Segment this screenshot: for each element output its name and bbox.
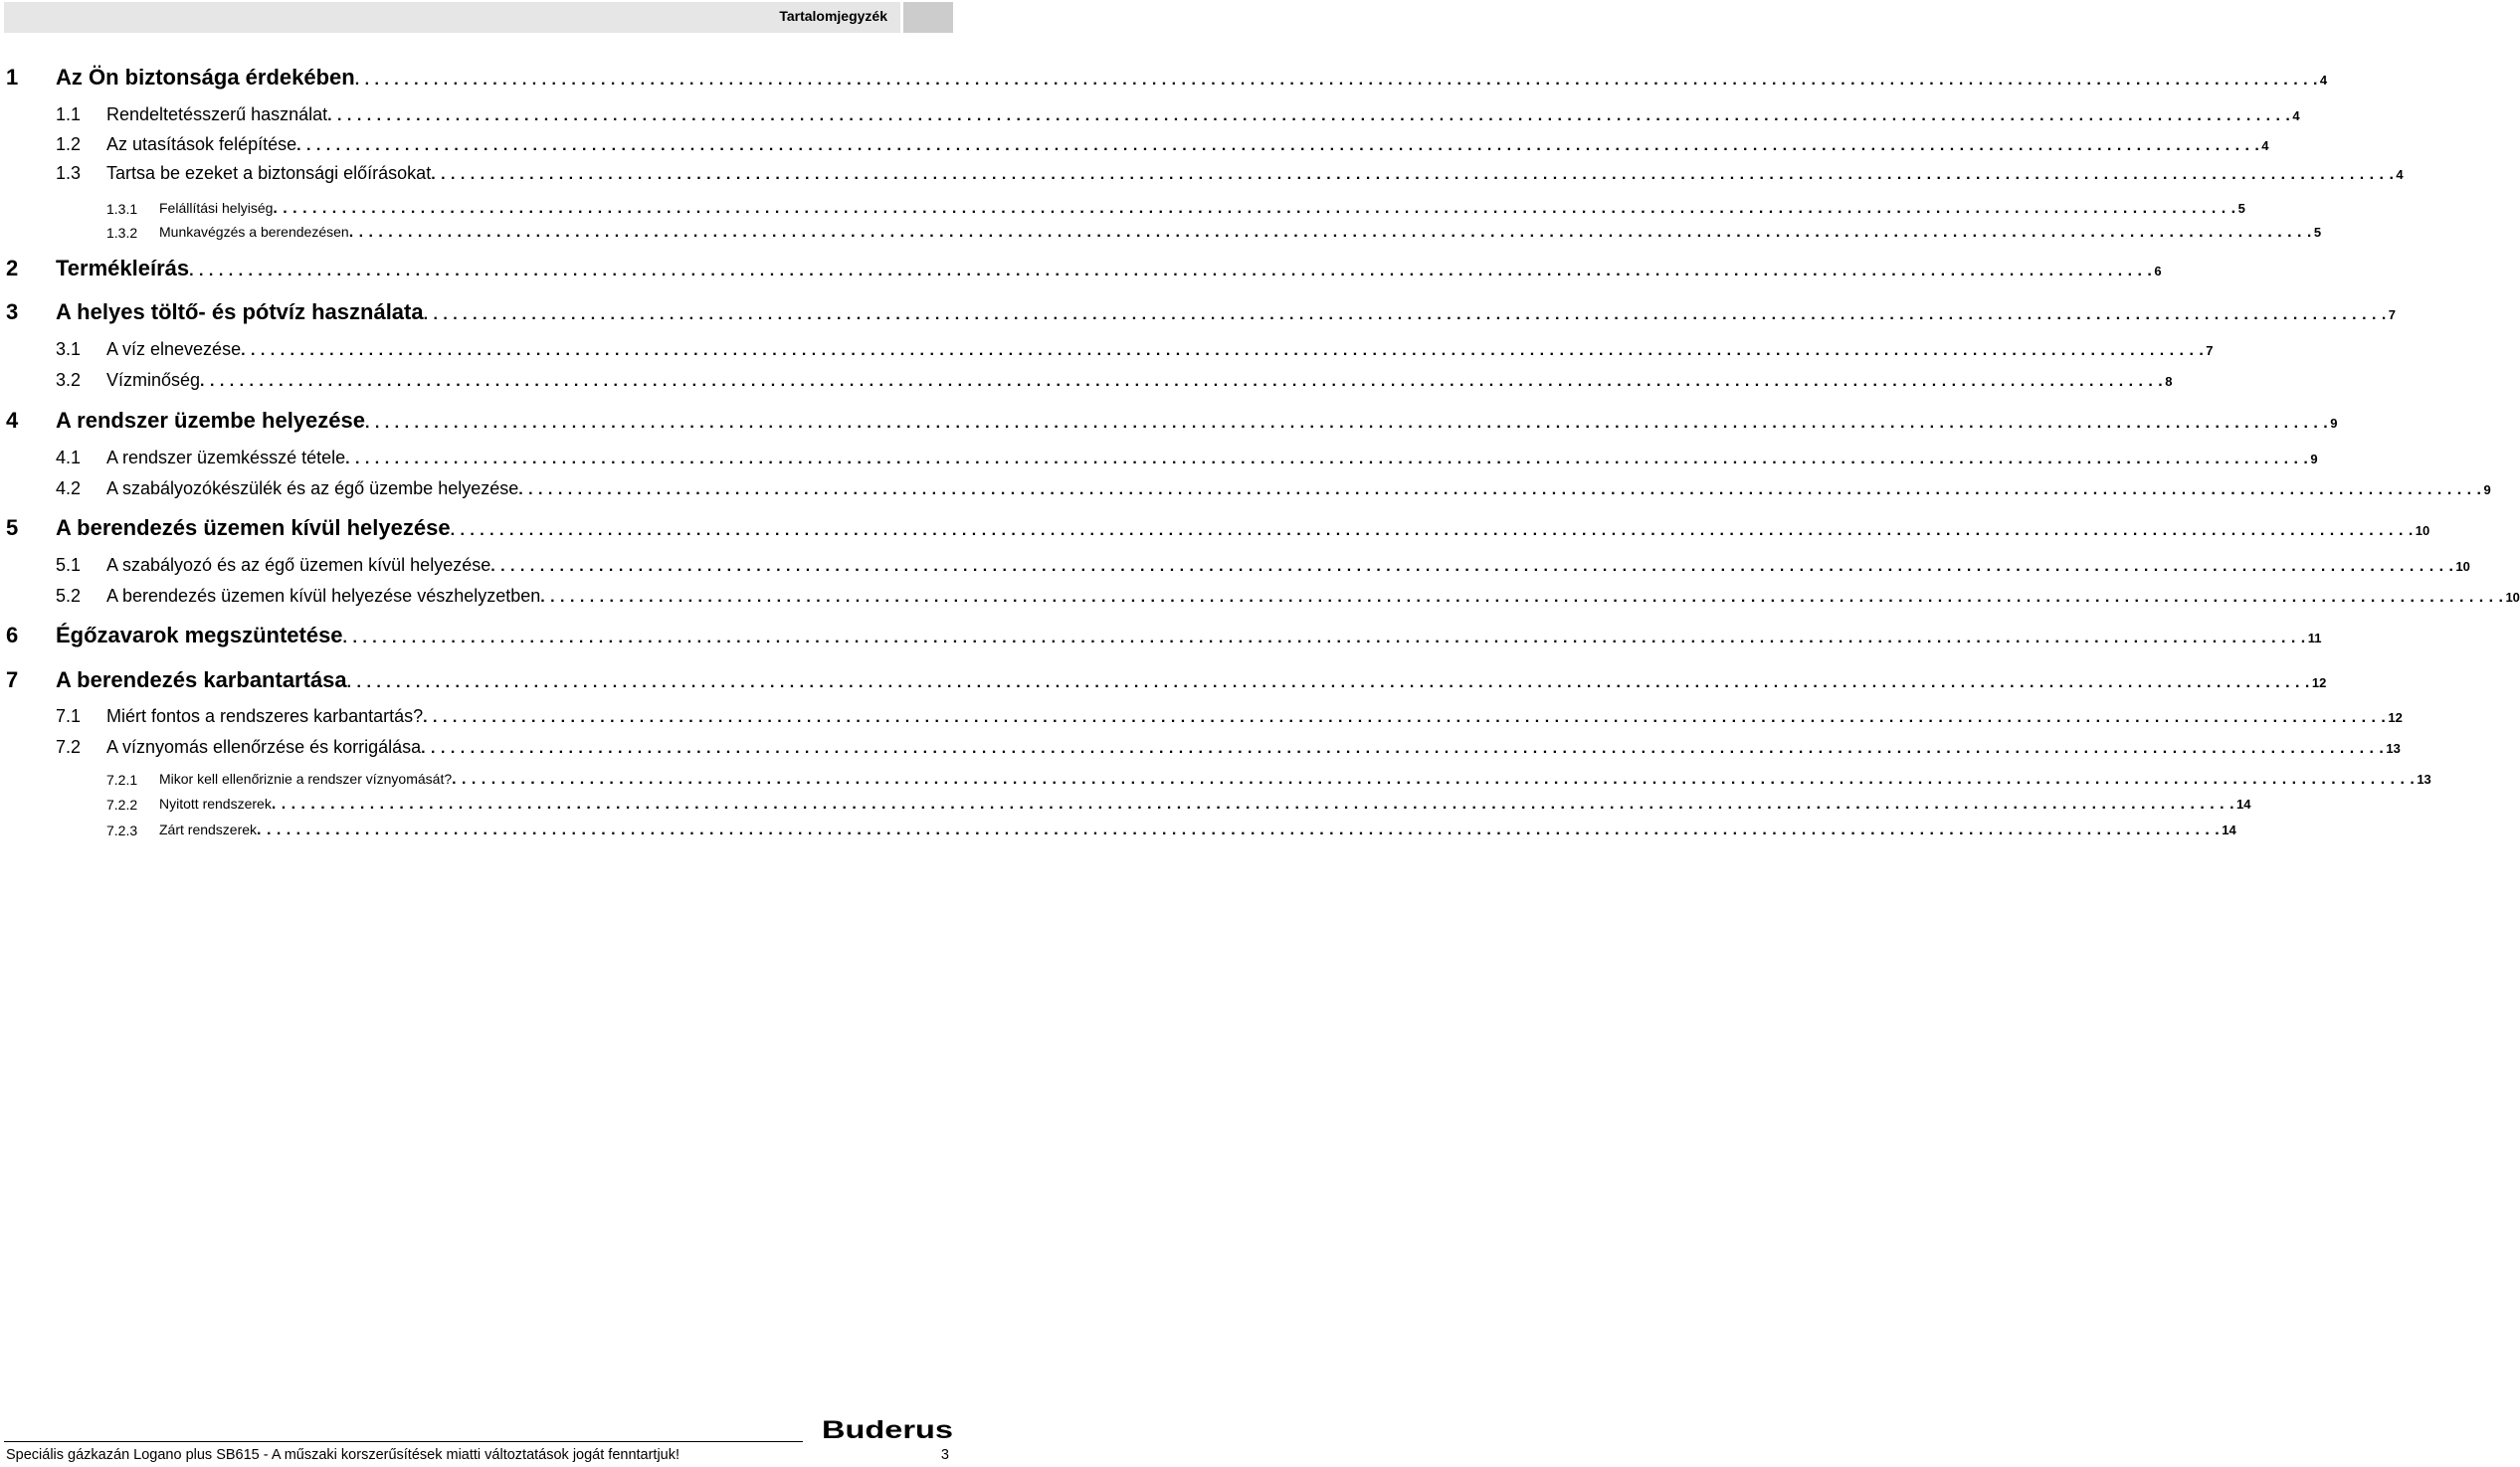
toc-entry-number: 1.3.1	[106, 201, 138, 217]
toc-entry-number: 7.2	[56, 736, 82, 757]
toc-entry-page: 4	[2396, 166, 2404, 182]
toc-entry-line	[159, 771, 2431, 789]
toc-entry-page: 5	[2237, 201, 2245, 216]
toc-entry-title: Mikor kell ellenőriznie a rendszer víznyomását?	[159, 771, 453, 787]
toc-entry-title: A víz elnevezése	[106, 338, 242, 359]
toc-entry-title: A szabályozó és az égő üzemen kívül helyezése	[106, 554, 491, 575]
toc-entry-page: 6	[2154, 264, 2162, 278]
toc-entry-page: 12	[2311, 675, 2327, 690]
toc-entry-number: 3	[6, 299, 19, 324]
header-bar	[4, 2, 900, 33]
toc-entry-number: 7.2.1	[106, 772, 138, 788]
toc-entry-page: 13	[2417, 772, 2431, 787]
toc-entry-page: 10	[2415, 523, 2430, 538]
toc-entry-title: A berendezés karbantartása	[56, 667, 347, 692]
toc-entry-number: 1	[6, 65, 19, 90]
toc-entry-page: 4	[2319, 73, 2328, 88]
toc-entry-title: A szabályozókészülék és az égő üzembe helyezése	[106, 477, 519, 498]
buderus-logo-text: Buderus	[822, 1416, 953, 1444]
toc-entry-number: 5.1	[56, 554, 82, 575]
toc-entry[interactable]	[0, 129, 2269, 159]
toc-entry[interactable]	[0, 406, 2338, 436]
toc-dot-leader: . . . . . . . . . . . . . . . . . . . . . . . . . . . . . . . . . . . . . . . . . . . . . . . . . . . . . . . . . . . . . . . . . . . . . . . . . . . . . . . . . . . . . . . . . . . . . . . . . . . . . . . . . . . . . . . . . . . . . . . . . . . . . . . . . . . . . . . . . . . . . . . . . . . . . . . . . . . . . . . . . . . . . . . . . . . . . . . . . . . . . . . . . . . . . . . . . . . . . . . .	[450, 522, 2414, 539]
toc-dot-leader: . . . . . . . . . . . . . . . . . . . . . . . . . . . . . . . . . . . . . . . . . . . . . . . . . . . . . . . . . . . . . . . . . . . . . . . . . . . . . . . . . . . . . . . . . . . . . . . . . . . . . . . . . . . . . . . . . . . . . . . . . . . . . . . . . . . . . . . . . . . . . . . . . . . . . . . . . . . . . . . . . . . . . . . . . . . . . . . . . . . . . . . . . . . . . . . . . . . . . . . .	[271, 796, 2235, 813]
toc-entry-number: 5	[6, 515, 19, 540]
toc-entry[interactable]	[0, 334, 2214, 364]
toc-dot-leader: . . . . . . . . . . . . . . . . . . . . . . . . . . . . . . . . . . . . . . . . . . . . . . . . . . . . . . . . . . . . . . . . . . . . . . . . . . . . . . . . . . . . . . . . . . . . . . . . . . . . . . . . . . . . . . . . . . . . . . . . . . . . . . . . . . . . . . . . . . . . . . . . . . . . . . . . . . . . . . . . . . . . . . . . . . . . . . . . . . . . . . . . . . . . . . . . . . . . . . . .	[200, 372, 2164, 390]
toc-entry-title: Az utasítások felépítése	[106, 133, 297, 154]
footer-page-number: 3	[940, 1447, 949, 1463]
toc-entry-number: 1.1	[56, 103, 82, 124]
toc-entry-number: 4.2	[56, 477, 82, 498]
toc-entry[interactable]	[0, 665, 2327, 695]
toc-entry-title: A helyes töltő- és pótvíz használata	[56, 299, 424, 324]
toc-entry-number: 7.2.2	[106, 797, 138, 813]
toc-entry-page: 4	[2292, 107, 2300, 123]
toc-dot-leader: . . . . . . . . . . . . . . . . . . . . . . . . . . . . . . . . . . . . . . . . . . . . . . . . . . . . . . . . . . . . . . . . . . . . . . . . . . . . . . . . . . . . . . . . . . . . . . . . . . . . . . . . . . . . . . . . . . . . . . . . . . . . . . . . . . . . . . . . . . . . . . . . . . . . . . . . . . . . . . . . . . . . . . . . . . . . . . . . . . . . . . . . . . . . . . . . . . . . . . . .	[518, 480, 2482, 498]
toc-entry-page: 10	[2505, 589, 2520, 605]
toc-entry-number: 7.2.3	[106, 823, 138, 838]
toc-entry-title: Vízminőség	[106, 369, 201, 390]
toc-entry-line	[106, 338, 2214, 360]
toc-entry-title: A berendezés üzemen kívül helyezése	[56, 515, 451, 540]
toc-entry-line	[159, 200, 2245, 218]
toc-entry-line	[159, 796, 2251, 814]
toc-dot-leader: . . . . . . . . . . . . . . . . . . . . . . . . . . . . . . . . . . . . . . . . . . . . . . . . . . . . . . . . . . . . . . . . . . . . . . . . . . . . . . . . . . . . . . . . . . . . . . . . . . . . . . . . . . . . . . . . . . . . . . . . . . . . . . . . . . . . . . . . . . . . . . . . . . . . . . . . . . . . . . . . . . . . . . . . . . . . . . . . . . . . . . . . . . . . . . . . . . . . . . . .	[189, 263, 2153, 279]
toc-entry-line	[56, 667, 2327, 693]
toc-entry[interactable]	[0, 550, 2470, 580]
toc-dot-leader: . . . . . . . . . . . . . . . . . . . . . . . . . . . . . . . . . . . . . . . . . . . . . . . . . . . . . . . . . . . . . . . . . . . . . . . . . . . . . . . . . . . . . . . . . . . . . . . . . . . . . . . . . . . . . . . . . . . . . . . . . . . . . . . . . . . . . . . . . . . . . . . . . . . . . . . . . . . . . . . . . . . . . . . . . . . . . . . . . . . . . . . . . . . . . . . . . . . . . . . .	[273, 200, 2236, 217]
toc-entry-page: 9	[2483, 481, 2491, 497]
toc-entry-title: Munkavégzés a berendezésen	[159, 224, 349, 240]
header-corner-block	[903, 2, 953, 33]
toc-entry[interactable]	[0, 621, 2322, 650]
toc-dot-leader: . . . . . . . . . . . . . . . . . . . . . . . . . . . . . . . . . . . . . . . . . . . . . . . . . . . . . . . . . . . . . . . . . . . . . . . . . . . . . . . . . . . . . . . . . . . . . . . . . . . . . . . . . . . . . . . . . . . . . . . . . . . . . . . . . . . . . . . . . . . . . . . . . . . . . . . . . . . . . . . . . . . . . . . . . . . . . . . . . . . . . . . . . . . . . . . . . . . . . . . .	[354, 72, 2318, 89]
footer-rule	[4, 1441, 803, 1442]
toc-entry-page: 4	[2261, 137, 2269, 153]
toc-entry[interactable]	[0, 365, 2173, 395]
toc-entry-number: 7.1	[56, 705, 82, 726]
toc-entry[interactable]	[0, 443, 2318, 472]
toc-entry-line	[56, 65, 2328, 91]
toc-entry-title: Az Ön biztonsága érdekében	[56, 65, 355, 90]
toc-entry-page: 13	[2386, 740, 2401, 756]
toc-entry-title: A rendszer üzemkésszé tétele	[106, 447, 346, 467]
toc-entry-line	[159, 822, 2236, 839]
toc-dot-leader: . . . . . . . . . . . . . . . . . . . . . . . . . . . . . . . . . . . . . . . . . . . . . . . . . . . . . . . . . . . . . . . . . . . . . . . . . . . . . . . . . . . . . . . . . . . . . . . . . . . . . . . . . . . . . . . . . . . . . . . . . . . . . . . . . . . . . . . . . . . . . . . . . . . . . . . . . . . . . . . . . . . . . . . . . . . . . . . . . . . . . . . . . . . . . . . . . . . . . . . .	[345, 450, 2309, 467]
toc-dot-leader: . . . . . . . . . . . . . . . . . . . . . . . . . . . . . . . . . . . . . . . . . . . . . . . . . . . . . . . . . . . . . . . . . . . . . . . . . . . . . . . . . . . . . . . . . . . . . . . . . . . . . . . . . . . . . . . . . . . . . . . . . . . . . . . . . . . . . . . . . . . . . . . . . . . . . . . . . . . . . . . . . . . . . . . . . . . . . . . . . . . . . . . . . . . . . . . . . . . . . . . .	[296, 136, 2260, 154]
toc-entry-line	[106, 477, 2491, 499]
toc-entry-title: Felállítási helyiség	[159, 200, 274, 216]
toc-entry-number: 3.1	[56, 338, 82, 359]
toc-entry-line	[106, 162, 2404, 184]
toc-entry-title: A víznyomás ellenőrzése és korrigálása	[106, 736, 422, 757]
toc-entry-line	[106, 133, 2269, 155]
toc-entry-number: 1.3.2	[106, 225, 138, 241]
header-title: Tartalomjegyzék	[779, 8, 887, 24]
toc-entry[interactable]	[0, 63, 2328, 92]
toc-dot-leader: . . . . . . . . . . . . . . . . . . . . . . . . . . . . . . . . . . . . . . . . . . . . . . . . . . . . . . . . . . . . . . . . . . . . . . . . . . . . . . . . . . . . . . . . . . . . . . . . . . . . . . . . . . . . . . . . . . . . . . . . . . . . . . . . . . . . . . . . . . . . . . . . . . . . . . . . . . . . . . . . . . . . . . . . . . . . . . . . . . . . . . . . . . . . . . . . . . . . . . . .	[452, 771, 2416, 788]
buderus-logo	[822, 1416, 953, 1442]
toc-entry-title: Tartsa be ezeket a biztonsági előírásokat	[106, 162, 432, 183]
toc-dot-leader: . . . . . . . . . . . . . . . . . . . . . . . . . . . . . . . . . . . . . . . . . . . . . . . . . . . . . . . . . . . . . . . . . . . . . . . . . . . . . . . . . . . . . . . . . . . . . . . . . . . . . . . . . . . . . . . . . . . . . . . . . . . . . . . . . . . . . . . . . . . . . . . . . . . . . . . . . . . . . . . . . . . . . . . . . . . . . . . . . . . . . . . . . . . . . . . . . . . . . . . .	[540, 588, 2504, 606]
toc-entry[interactable]	[0, 816, 2236, 845]
toc-entry-page: 7	[2388, 307, 2397, 322]
toc-dot-leader: . . . . . . . . . . . . . . . . . . . . . . . . . . . . . . . . . . . . . . . . . . . . . . . . . . . . . . . . . . . . . . . . . . . . . . . . . . . . . . . . . . . . . . . . . . . . . . . . . . . . . . . . . . . . . . . . . . . . . . . . . . . . . . . . . . . . . . . . . . . . . . . . . . . . . . . . . . . . . . . . . . . . . . . . . . . . . . . . . . . . . . . . . . . . . . . . . . . . . . . .	[257, 822, 2221, 838]
toc-entry-page: 14	[2236, 797, 2251, 812]
toc-entry-page: 14	[2222, 823, 2236, 837]
toc-entry-number: 4	[6, 408, 19, 433]
toc-dot-leader: . . . . . . . . . . . . . . . . . . . . . . . . . . . . . . . . . . . . . . . . . . . . . . . . . . . . . . . . . . . . . . . . . . . . . . . . . . . . . . . . . . . . . . . . . . . . . . . . . . . . . . . . . . . . . . . . . . . . . . . . . . . . . . . . . . . . . . . . . . . . . . . . . . . . . . . . . . . . . . . . . . . . . . . . . . . . . . . . . . . . . . . . . . . . . . . . . . . . . . . .	[423, 708, 2387, 726]
toc-entry-page: 10	[2455, 558, 2470, 574]
toc-entry-line	[56, 299, 2397, 325]
toc-entry-page: 11	[2307, 631, 2322, 645]
toc-entry-line	[56, 256, 2162, 281]
toc-entry-line	[56, 515, 2430, 541]
toc-entry-line	[159, 224, 2322, 242]
toc-entry-title: Termékleírás	[56, 256, 190, 280]
toc-entry[interactable]	[0, 297, 2397, 327]
toc-dot-leader: . . . . . . . . . . . . . . . . . . . . . . . . . . . . . . . . . . . . . . . . . . . . . . . . . . . . . . . . . . . . . . . . . . . . . . . . . . . . . . . . . . . . . . . . . . . . . . . . . . . . . . . . . . . . . . . . . . . . . . . . . . . . . . . . . . . . . . . . . . . . . . . . . . . . . . . . . . . . . . . . . . . . . . . . . . . . . . . . . . . . . . . . . . . . . . . . . . . . . . . .	[421, 739, 2385, 757]
toc-entry-number: 6	[6, 623, 19, 647]
toc-entry[interactable]	[0, 99, 2300, 129]
toc-entry-line	[56, 623, 2322, 648]
footer-text: Speciális gázkazán Logano plus SB615 - A műszaki korszerűsítések miatti változtatások jogát fenntartjuk!	[6, 1447, 680, 1463]
toc-entry-title: Rendeltetésszerű használat	[106, 103, 328, 124]
toc-entry-page: 9	[2310, 451, 2318, 466]
toc-entry[interactable]	[0, 581, 2520, 611]
toc-entry-title: Miért fontos a rendszeres karbantartás?	[106, 705, 424, 726]
toc-entry-title: Nyitott rendszerek	[159, 796, 272, 812]
toc-entry-title: A berendezés üzemen kívül helyezése vészhelyzetben	[106, 585, 541, 606]
toc-dot-leader: . . . . . . . . . . . . . . . . . . . . . . . . . . . . . . . . . . . . . . . . . . . . . . . . . . . . . . . . . . . . . . . . . . . . . . . . . . . . . . . . . . . . . . . . . . . . . . . . . . . . . . . . . . . . . . . . . . . . . . . . . . . . . . . . . . . . . . . . . . . . . . . . . . . . . . . . . . . . . . . . . . . . . . . . . . . . . . . . . . . . . . . . . . . . . . . . . . . . . . . .	[423, 306, 2387, 323]
toc-entry-page: 8	[2165, 373, 2173, 389]
toc-dot-leader: . . . . . . . . . . . . . . . . . . . . . . . . . . . . . . . . . . . . . . . . . . . . . . . . . . . . . . . . . . . . . . . . . . . . . . . . . . . . . . . . . . . . . . . . . . . . . . . . . . . . . . . . . . . . . . . . . . . . . . . . . . . . . . . . . . . . . . . . . . . . . . . . . . . . . . . . . . . . . . . . . . . . . . . . . . . . . . . . . . . . . . . . . . . . . . . . . . . . . . . .	[327, 106, 2291, 124]
toc-dot-leader: . . . . . . . . . . . . . . . . . . . . . . . . . . . . . . . . . . . . . . . . . . . . . . . . . . . . . . . . . . . . . . . . . . . . . . . . . . . . . . . . . . . . . . . . . . . . . . . . . . . . . . . . . . . . . . . . . . . . . . . . . . . . . . . . . . . . . . . . . . . . . . . . . . . . . . . . . . . . . . . . . . . . . . . . . . . . . . . . . . . . . . . . . . . . . . . . . . . . . . . .	[348, 224, 2312, 241]
toc-entry[interactable]	[0, 513, 2430, 543]
toc-entry-page: 12	[2388, 709, 2403, 725]
toc-dot-leader: . . . . . . . . . . . . . . . . . . . . . . . . . . . . . . . . . . . . . . . . . . . . . . . . . . . . . . . . . . . . . . . . . . . . . . . . . . . . . . . . . . . . . . . . . . . . . . . . . . . . . . . . . . . . . . . . . . . . . . . . . . . . . . . . . . . . . . . . . . . . . . . . . . . . . . . . . . . . . . . . . . . . . . . . . . . . . . . . . . . . . . . . . . . . . . . . . . . . . . . .	[346, 674, 2310, 691]
toc-entry-number: 7	[6, 667, 19, 692]
toc-entry-page: 7	[2206, 342, 2214, 358]
toc-entry[interactable]	[0, 473, 2491, 503]
toc-entry-line	[106, 736, 2401, 758]
toc-entry-line	[106, 447, 2318, 468]
toc-entry-number: 5.2	[56, 585, 82, 606]
toc-entry[interactable]	[0, 732, 2401, 762]
toc-dot-leader: . . . . . . . . . . . . . . . . . . . . . . . . . . . . . . . . . . . . . . . . . . . . . . . . . . . . . . . . . . . . . . . . . . . . . . . . . . . . . . . . . . . . . . . . . . . . . . . . . . . . . . . . . . . . . . . . . . . . . . . . . . . . . . . . . . . . . . . . . . . . . . . . . . . . . . . . . . . . . . . . . . . . . . . . . . . . . . . . . . . . . . . . . . . . . . . . . . . . . . . .	[342, 630, 2306, 646]
toc-entry[interactable]	[0, 701, 2403, 731]
toc-entry-page: 9	[2330, 416, 2338, 431]
toc-dot-leader: . . . . . . . . . . . . . . . . . . . . . . . . . . . . . . . . . . . . . . . . . . . . . . . . . . . . . . . . . . . . . . . . . . . . . . . . . . . . . . . . . . . . . . . . . . . . . . . . . . . . . . . . . . . . . . . . . . . . . . . . . . . . . . . . . . . . . . . . . . . . . . . . . . . . . . . . . . . . . . . . . . . . . . . . . . . . . . . . . . . . . . . . . . . . . . . . . . . . . . . .	[431, 165, 2395, 183]
toc-entry[interactable]	[0, 158, 2404, 188]
toc-entry-number: 4.1	[56, 447, 82, 467]
toc-entry-number: 1.2	[56, 133, 82, 154]
toc-dot-leader: . . . . . . . . . . . . . . . . . . . . . . . . . . . . . . . . . . . . . . . . . . . . . . . . . . . . . . . . . . . . . . . . . . . . . . . . . . . . . . . . . . . . . . . . . . . . . . . . . . . . . . . . . . . . . . . . . . . . . . . . . . . . . . . . . . . . . . . . . . . . . . . . . . . . . . . . . . . . . . . . . . . . . . . . . . . . . . . . . . . . . . . . . . . . . . . . . . . . . . . .	[365, 415, 2329, 432]
toc-dot-leader: . . . . . . . . . . . . . . . . . . . . . . . . . . . . . . . . . . . . . . . . . . . . . . . . . . . . . . . . . . . . . . . . . . . . . . . . . . . . . . . . . . . . . . . . . . . . . . . . . . . . . . . . . . . . . . . . . . . . . . . . . . . . . . . . . . . . . . . . . . . . . . . . . . . . . . . . . . . . . . . . . . . . . . . . . . . . . . . . . . . . . . . . . . . . . . . . . . . . . . . .	[490, 557, 2454, 575]
toc-dot-leader: . . . . . . . . . . . . . . . . . . . . . . . . . . . . . . . . . . . . . . . . . . . . . . . . . . . . . . . . . . . . . . . . . . . . . . . . . . . . . . . . . . . . . . . . . . . . . . . . . . . . . . . . . . . . . . . . . . . . . . . . . . . . . . . . . . . . . . . . . . . . . . . . . . . . . . . . . . . . . . . . . . . . . . . . . . . . . . . . . . . . . . . . . . . . . . . . . . . . . . . .	[241, 341, 2205, 359]
toc-entry[interactable]	[0, 218, 2322, 248]
toc-entry-line	[106, 369, 2173, 391]
toc-entry-line	[56, 408, 2338, 434]
toc-entry-page: 5	[2313, 225, 2322, 240]
toc-entry-line	[106, 554, 2470, 576]
toc-entry-title: Égőzavarok megszüntetése	[56, 623, 343, 647]
toc-entry-title: A rendszer üzembe helyezése	[56, 408, 365, 433]
toc-entry-title: Zárt rendszerek	[159, 822, 258, 837]
toc-entry-line	[106, 705, 2403, 727]
toc-entry-line	[106, 585, 2520, 607]
toc-entry-number: 1.3	[56, 162, 82, 183]
toc-entry-line	[106, 103, 2300, 125]
toc-entry[interactable]	[0, 254, 2162, 283]
toc-entry-number: 3.2	[56, 369, 82, 390]
toc-entry-number: 2	[6, 256, 19, 280]
